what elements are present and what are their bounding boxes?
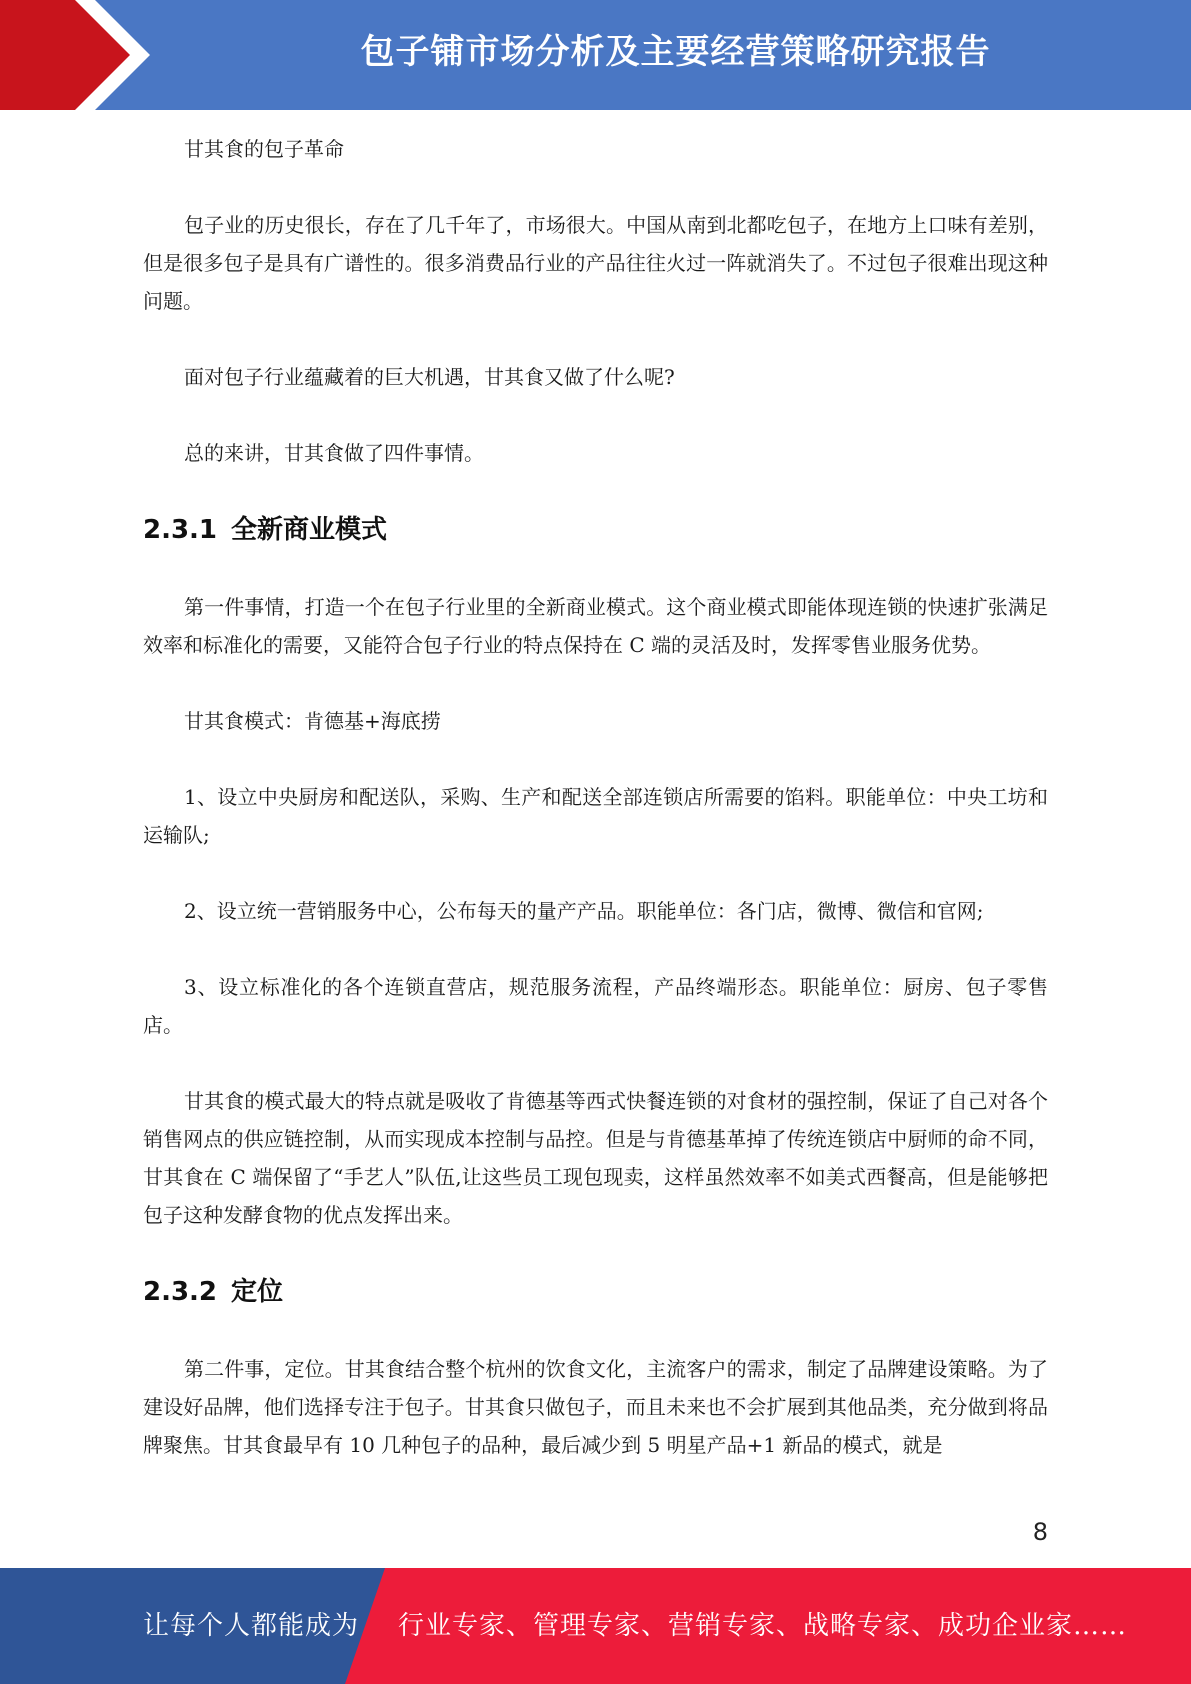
page-footer bbox=[0, 1568, 1191, 1684]
paragraph-question: 面对包子行业蕴藏着的巨大机遇，甘其食又做了什么呢? bbox=[184, 365, 675, 389]
paragraph-first-thing: 第一件事情，打造一个在包子行业里的全新商业模式。这个商业模式即能体现连锁的快速扩张满足效率和标准化的需要，又能符合包子行业的特点保持在 C 端的灵活及时，发挥零售业服务优势。 bbox=[143, 595, 1048, 657]
list-item-central-kitchen: 1、设立中央厨房和配送队，采购、生产和配送全部连锁店所需要的馅料。职能单位：中央工坊和运输队; bbox=[143, 785, 1048, 847]
paragraph-model: 甘其食模式：肯德基+海底捞 bbox=[184, 709, 441, 733]
section-heading-positioning bbox=[143, 1272, 1048, 1312]
section-heading-text: 全新商业模式 bbox=[231, 515, 388, 545]
document-body bbox=[143, 130, 1048, 1502]
page-number: 8 bbox=[1032, 1518, 1048, 1546]
header-arrow-decoration bbox=[0, 0, 160, 110]
list-item-marketing-center: 2、设立统一营销服务中心，公布每天的量产产品。职能单位：各门店，微博、微信和官网; bbox=[184, 899, 984, 923]
section-number: 2.3.2 bbox=[143, 1277, 218, 1307]
paragraph-section-intro: 甘其食的包子革命 bbox=[184, 137, 344, 161]
paragraph-model-features: 甘其食的模式最大的特点就是吸收了肯德基等西式快餐连锁的对食材的强控制，保证了自己对各个销售网点的供应链控制，从而实现成本控制与品控。但是与肯德基革掉了传统连锁店中厨师的命不同，甘其食在 C 端保留了“手艺人”队伍,让这些员工现包现卖，这样虽然效率不如美式西餐高，但是能够把包子这种发酵食物的优点发挥出来。 bbox=[143, 1089, 1048, 1227]
paragraph-second-thing: 第二件事，定位。甘其食结合整个杭州的饮食文化，主流客户的需求，制定了品牌建设策略。为了建设好品牌，他们选择专注于包子。甘其食只做包子，而且未来也不会扩展到其他品类，充分做到将品牌聚焦。甘其食最早有 10 几种包子的品种，最后减少到 5 明星产品+1 新品的模式，就是 bbox=[143, 1357, 1048, 1457]
paragraph-summary: 总的来讲，甘其食做了四件事情。 bbox=[184, 441, 484, 465]
footer-slogan-right: 行业专家、管理专家、营销专家、战略专家、成功企业家…… bbox=[398, 1611, 1128, 1641]
page-header bbox=[0, 0, 1191, 110]
section-heading-text: 定位 bbox=[231, 1277, 284, 1307]
footer-slogan-left: 让每个人都能成为 bbox=[143, 1611, 360, 1641]
section-heading-business-model bbox=[143, 510, 1048, 550]
list-item-chain-stores: 3、设立标准化的各个连锁直营店，规范服务流程，产品终端形态。职能单位：厨房、包子零售店。 bbox=[143, 975, 1048, 1037]
section-number: 2.3.1 bbox=[143, 515, 218, 545]
paragraph-history: 包子业的历史很长，存在了几千年了，市场很大。中国从南到北都吃包子，在地方上口味有差别，但是很多包子是具有广谱性的。很多消费品行业的产品往往火过一阵就消失了。不过包子很难出现这种问题。 bbox=[143, 213, 1048, 313]
document-title: 包子铺市场分析及主要经营策略研究报告 bbox=[360, 32, 991, 72]
